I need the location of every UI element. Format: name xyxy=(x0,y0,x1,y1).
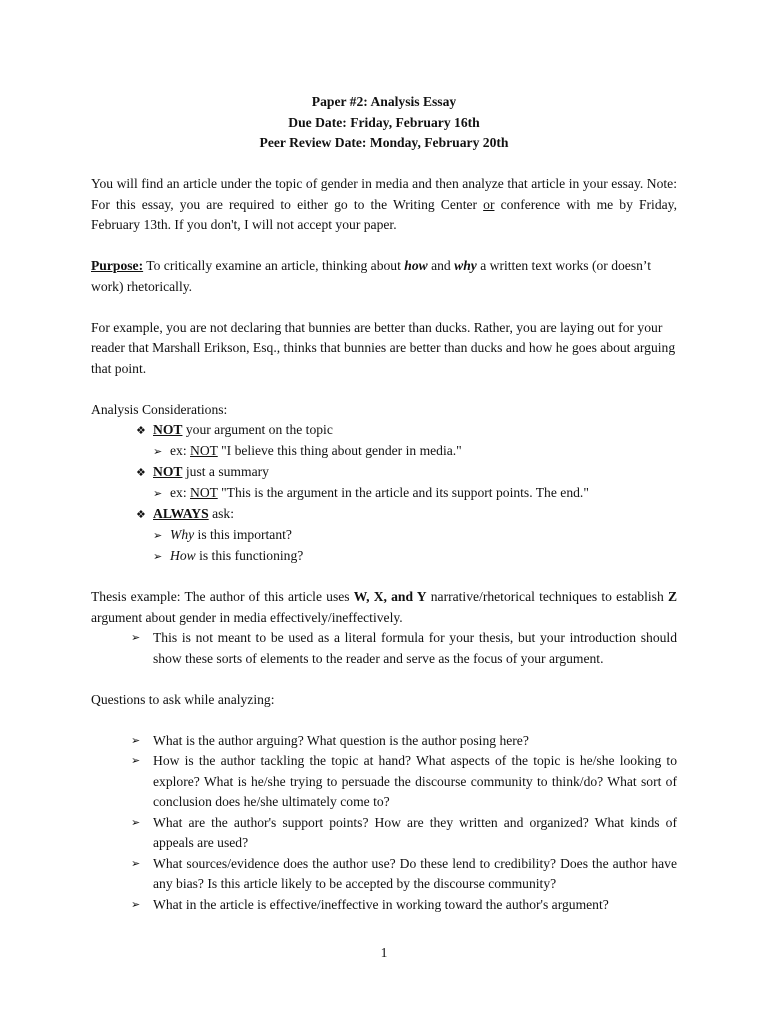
list-item: ❖ NOT your argument on the topic xyxy=(91,420,677,441)
diamond-bullet-icon: ❖ xyxy=(136,507,146,521)
thesis-paragraph: Thesis example: The author of this article uses W, X, and Y narrative/rhetorical techniques to establish Z argument about gender in media effectively/ineffectively. xyxy=(91,589,678,625)
arrow-bullet-icon: ➢ xyxy=(131,754,141,767)
due-date: Due Date: Friday, February 16th xyxy=(288,114,480,130)
arrow-bullet-icon: ➢ xyxy=(153,549,163,563)
questions-list xyxy=(91,731,677,916)
diamond-bullet-icon: ❖ xyxy=(136,465,146,479)
list-item: ➢ What in the article is effective/ineffective in working toward the author's argument? xyxy=(91,895,677,916)
page-number: 1 xyxy=(380,945,388,960)
list-item: ➢ How is this functioning? xyxy=(91,546,677,567)
document-header xyxy=(91,92,677,154)
analysis-considerations xyxy=(91,400,677,567)
or-emphasis: or xyxy=(483,196,495,212)
arrow-bullet-icon: ➢ xyxy=(131,815,141,829)
arrow-bullet-icon: ➢ xyxy=(131,733,141,747)
list-item: ❖ ALWAYS ask: xyxy=(91,504,677,525)
example-paragraph: For example, you are not declaring that bunnies are better than ducks. Rather, you are laying out for your reader that Marshall Erikson, Esq., thinks that bunnies are better than ducks and how he goes about arguing that point. xyxy=(91,319,676,376)
list-item: ➢ What are the author's support points? How are they written and organized? What kinds of appeals are used? xyxy=(131,814,677,850)
arrow-bullet-icon: ➢ xyxy=(131,856,141,870)
list-item: ❖ NOT just a summary xyxy=(91,462,677,483)
page-title: Paper #2: Analysis Essay xyxy=(311,94,457,109)
list-item: ➢ What is the author arguing? What question is the author posing here? xyxy=(91,731,677,752)
thesis-note: ➢ This is not meant to be used as a literal formula for your thesis, but your introduction should show these sorts of elements to the reader and serve as the focus of your argument. xyxy=(131,630,677,666)
intro-paragraph: You will find an article under the topic of gender in media and then analyze that article in your essay. Note: For this essay, you are required to either go to the Writing Center or conference with me by Friday, February 13th. If you don't, I will not accept your paper. xyxy=(91,176,677,232)
arrow-bullet-icon: ➢ xyxy=(153,444,163,458)
peer-review-date: Peer Review Date: Monday, February 20th xyxy=(259,135,509,150)
arrow-bullet-icon: ➢ xyxy=(131,897,141,911)
list-item: ➢ Why is this important? xyxy=(91,525,677,546)
purpose-paragraph: Purpose: To critically examine an article, thinking about how and why a written text works (or doesn’t work) rhetorically. xyxy=(91,258,651,294)
list-item: ➢ ex: NOT "This is the argument in the article and its support points. The end." xyxy=(91,483,677,504)
arrow-bullet-icon: ➢ xyxy=(153,486,163,500)
considerations-heading: Analysis Considerations: xyxy=(91,401,228,417)
document-page xyxy=(91,92,677,915)
questions-heading: Questions to ask while analyzing: xyxy=(91,691,275,707)
arrow-bullet-icon: ➢ xyxy=(153,528,163,542)
diamond-bullet-icon: ❖ xyxy=(136,423,146,437)
arrow-bullet-icon: ➢ xyxy=(131,631,141,644)
list-item: ➢ What sources/evidence does the author use? Do these lend to credibility? Does the author have any bias? Is this article likely to be accepted by the discourse community? xyxy=(131,855,677,891)
list-item: ➢ How is the author tackling the topic at hand? What aspects of the topic is he/she looking to explore? What is he/she trying to persuade the discourse community to think/do? What sort of conclusion does he/she ultimately come to? xyxy=(131,753,677,809)
purpose-label: Purpose: xyxy=(91,258,144,273)
list-item: ➢ ex: NOT "I believe this thing about gender in media." xyxy=(91,441,677,462)
